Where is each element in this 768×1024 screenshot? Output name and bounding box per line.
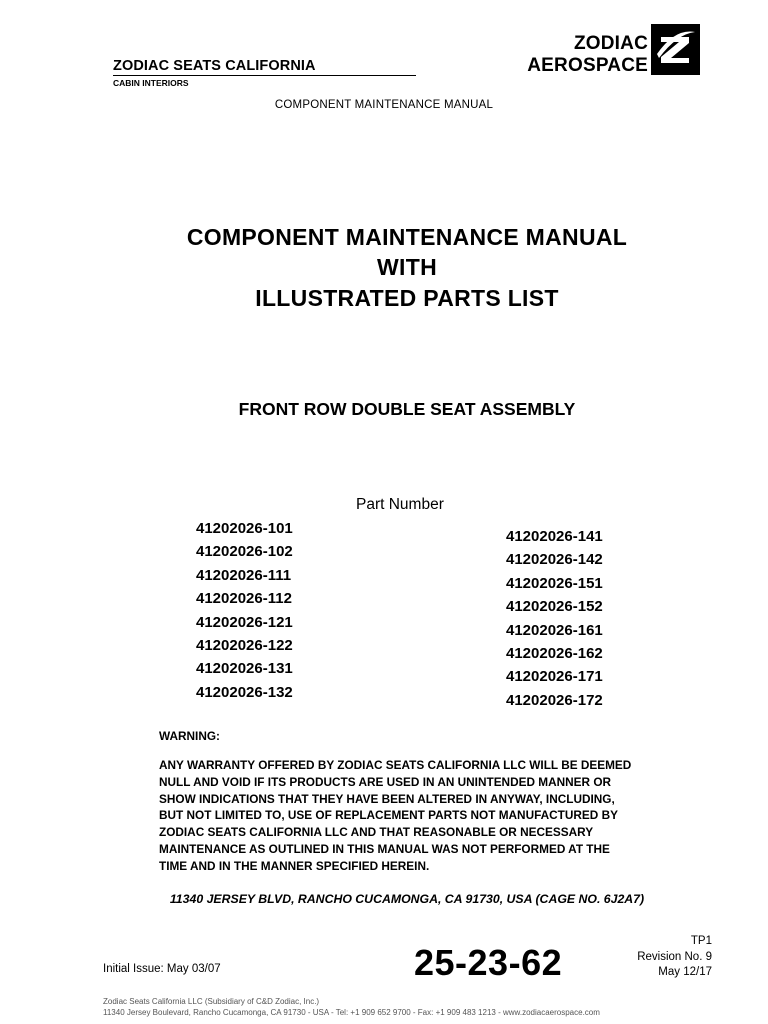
- company-address: 11340 JERSEY BLVD, RANCHO CUCAMONGA, CA 91730, USA (CAGE NO. 6J2A7): [169, 892, 645, 906]
- part-number-label: Part Number: [356, 496, 444, 513]
- revision-date: May 12/17: [658, 966, 712, 978]
- part-number-list-right: [506, 525, 603, 712]
- warning-title: WARNING:: [159, 729, 220, 743]
- part-number: 41202026-152: [506, 598, 603, 616]
- revision-number: Revision No. 9: [637, 950, 712, 963]
- assembly-subject: FRONT ROW DOUBLE SEAT ASSEMBLY: [238, 399, 576, 419]
- warning-line: SHOW INDICATIONS THAT THEY HAVE BEEN ALTERED IN ANYWAY, INCLUDING,: [159, 791, 615, 806]
- footer-line-2: 11340 Jersey Boulevard, Rancho Cucamonga, CA 91730 - USA - Tel: +1 909 652 9700 - Fax: +1 909 483 1213 - www.zodiacaerospace.com: [103, 1007, 600, 1017]
- logo-line-1: ZODIAC: [573, 33, 648, 54]
- part-number: 41202026-102: [196, 543, 293, 561]
- warning-line: NULL AND VOID IF ITS PRODUCTS ARE USED IN AN UNINTENDED MANNER OR: [159, 774, 612, 789]
- footer-contact: [103, 997, 600, 1019]
- part-number: 41202026-171: [506, 668, 603, 686]
- part-number: 41202026-172: [506, 691, 603, 709]
- initial-issue: Initial Issue: May 03/07: [103, 963, 221, 975]
- part-number: 41202026-111: [196, 566, 292, 584]
- part-number: 41202026-151: [506, 574, 603, 592]
- manual-type-header: COMPONENT MAINTENANCE MANUAL: [274, 99, 494, 111]
- page-number: TP1: [690, 935, 712, 947]
- warning-line: BUT NOT LIMITED TO, USE OF REPLACEMENT PARTS NOT MANUFACTURED BY: [159, 808, 618, 823]
- company-name: ZODIAC SEATS CALIFORNIA: [113, 58, 316, 74]
- part-number: 41202026-122: [196, 637, 293, 655]
- warning-line: TIME AND IN THE MANNER SPECIFIED HEREIN.: [159, 858, 430, 873]
- part-number: 41202026-121: [196, 613, 293, 631]
- warning-body: [159, 757, 699, 875]
- title-line-3: ILLUSTRATED PARTS LIST: [255, 285, 559, 311]
- warning-line: MAINTENANCE AS OUTLINED IN THIS MANUAL WAS NOT PERFORMED AT THE: [159, 841, 610, 856]
- warning-line: ANY WARRANTY OFFERED BY ZODIAC SEATS CALIFORNIA LLC WILL BE DEEMED: [159, 758, 632, 772]
- division-name: CABIN INTERIORS: [113, 78, 189, 88]
- zodiac-logo-icon: [651, 24, 700, 75]
- warning-line: ZODIAC SEATS CALIFORNIA LLC AND THAT REASONABLE OR NECESSARY: [159, 825, 594, 840]
- document-number: 25-23-62: [414, 942, 563, 983]
- part-number: 41202026-142: [506, 551, 603, 569]
- company-underline: [113, 75, 416, 76]
- part-number: 41202026-162: [506, 645, 603, 663]
- part-number: 41202026-141: [506, 528, 603, 545]
- part-number-list-left: [196, 517, 293, 704]
- title-line-1: COMPONENT MAINTENANCE MANUAL: [186, 224, 628, 250]
- part-number: 41202026-132: [196, 683, 293, 701]
- part-number: 41202026-131: [196, 660, 293, 678]
- part-number: 41202026-161: [506, 621, 603, 639]
- logo-line-2: AEROSPACE: [527, 55, 648, 76]
- part-number: 41202026-112: [196, 590, 292, 608]
- logo-wordmark: [516, 33, 648, 77]
- title-line-2: WITH: [377, 254, 437, 280]
- part-number: 41202026-101: [196, 520, 293, 537]
- revision-block: [600, 934, 712, 981]
- footer-line-1: Zodiac Seats California LLC (Subsidiary of C&D Zodiac, Inc.): [103, 997, 320, 1006]
